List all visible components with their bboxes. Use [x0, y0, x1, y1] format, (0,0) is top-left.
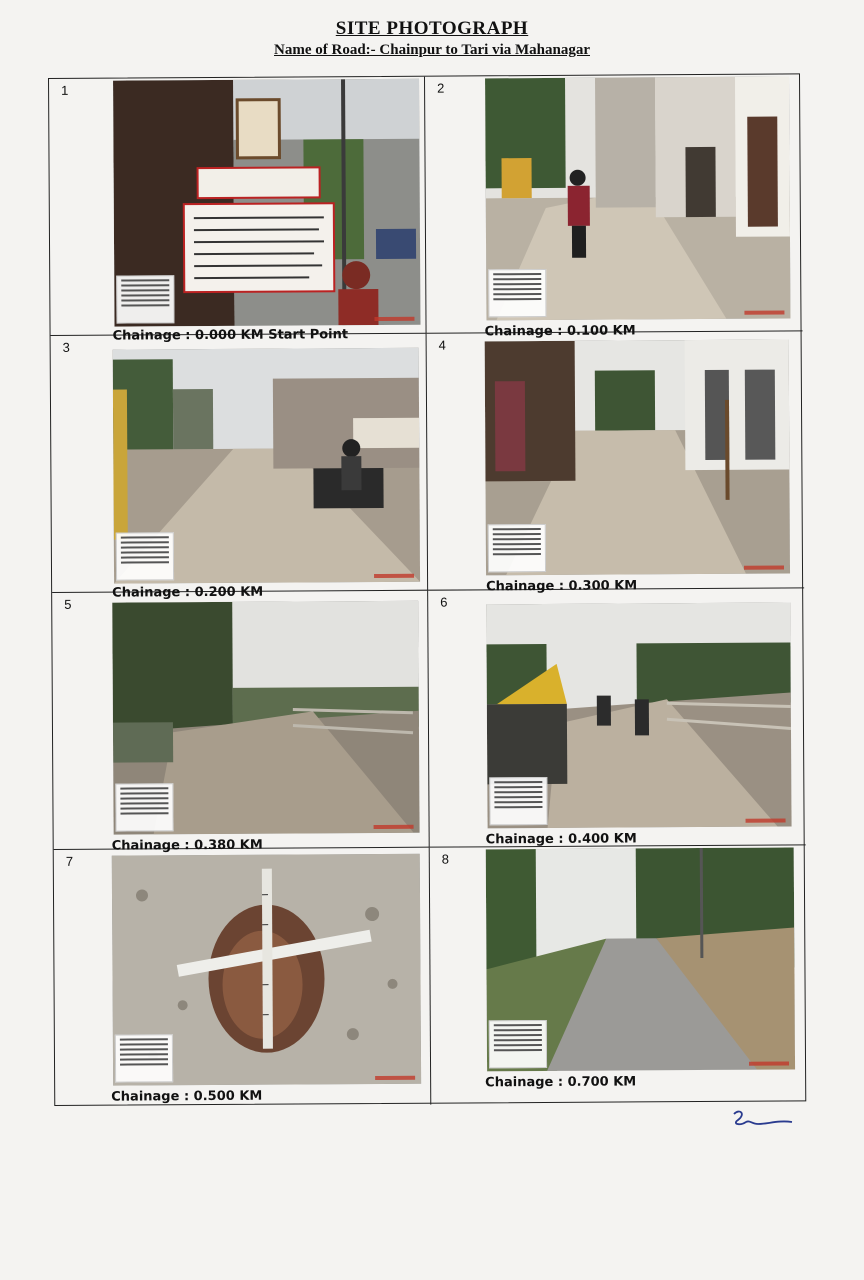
photo-grid	[48, 73, 806, 1106]
photo-caption: Chainage : 0.500 KM	[111, 1088, 263, 1105]
photo-cell-4	[427, 331, 805, 595]
watermark	[374, 825, 414, 829]
site-photo-school-road	[113, 348, 420, 584]
photo-number: 4	[438, 337, 446, 353]
photo-caption: Chainage : 0.100 KM	[484, 323, 636, 340]
photo-caption: Chainage : 0.300 KM	[486, 578, 638, 595]
page-title: SITE PHOTOGRAPH	[335, 18, 529, 39]
photo-cell-1	[49, 77, 427, 344]
gps-stamp	[115, 1034, 173, 1082]
photo-caption: Chainage : 0.700 KM	[485, 1074, 637, 1091]
gps-stamp	[489, 1020, 547, 1068]
photo-cell-3	[51, 334, 429, 601]
gps-stamp	[488, 524, 546, 572]
photo-number: 7	[65, 853, 74, 869]
watermark	[744, 311, 784, 315]
signature	[728, 1106, 798, 1136]
site-photo-bridge-cyclists	[486, 602, 791, 828]
gps-stamp	[116, 275, 174, 323]
road-name: Name of Road:- Chainpur to Tari via Mahanagar	[274, 42, 590, 58]
photo-caption: Chainage : 0.000 KM Start Point	[112, 327, 349, 344]
photo-caption: Chainage : 0.380 KM	[111, 837, 263, 854]
watermark	[746, 819, 786, 823]
gps-stamp	[116, 532, 174, 580]
watermark	[374, 574, 414, 578]
watermark	[375, 1076, 415, 1080]
site-photo-pit-measurement	[112, 854, 421, 1086]
photo-number: 8	[441, 851, 450, 867]
photo-number: 2	[437, 80, 445, 96]
gps-stamp	[488, 269, 546, 317]
photo-cell-6	[428, 588, 806, 847]
photo-number: 3	[62, 339, 70, 355]
photo-number: 6	[440, 594, 448, 610]
gps-stamp	[489, 777, 547, 825]
photo-cell-2	[425, 74, 803, 340]
watermark	[744, 566, 784, 570]
site-photo-shops-road	[485, 339, 790, 575]
site-photo-village-road	[486, 847, 795, 1071]
photo-caption: Chainage : 0.400 KM	[485, 831, 637, 848]
photo-cell-5	[52, 591, 430, 854]
photo-number: 5	[64, 596, 72, 612]
watermark	[374, 317, 414, 321]
site-photo-market-street	[485, 76, 790, 320]
site-photo-signboard	[113, 79, 420, 327]
photo-cell-8	[430, 845, 808, 1104]
photo-caption: Chainage : 0.200 KM	[112, 584, 264, 601]
gps-stamp	[115, 783, 173, 831]
photo-cell-7	[54, 848, 432, 1107]
site-photo-bridge-empty	[112, 601, 419, 835]
watermark	[749, 1061, 789, 1065]
photo-number: 1	[61, 82, 69, 98]
